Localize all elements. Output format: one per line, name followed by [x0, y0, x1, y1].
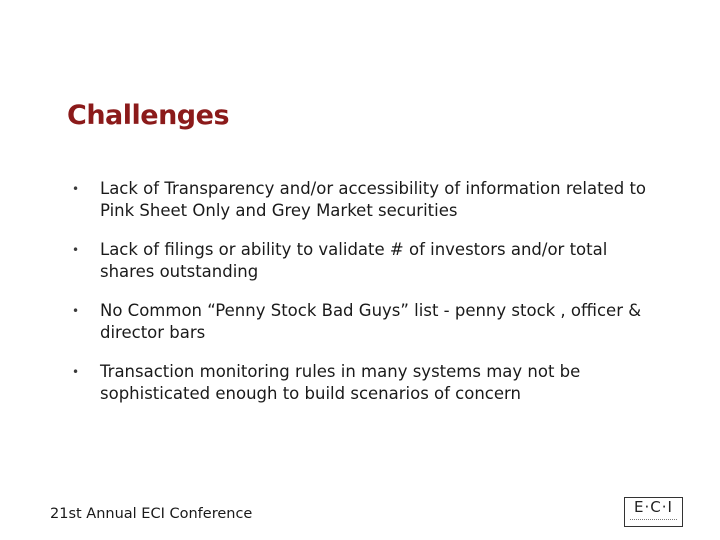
bullet-text: Lack of filings or ability to validate # of investors and/or total shares outstanding [100, 240, 608, 281]
footer-conference-name: 21st Annual ECI Conference [50, 506, 253, 522]
bullet-marker: • [72, 365, 80, 379]
logo-letters: E·C·I [634, 498, 673, 516]
bullet-list [72, 178, 662, 422]
bullet-item [72, 239, 662, 283]
eci-logo [624, 497, 683, 527]
bullet-marker: • [72, 243, 80, 257]
bullet-text: No Common “Penny Stock Bad Guys” list - penny stock , officer & director bars [100, 301, 642, 342]
bullet-marker: • [72, 304, 80, 318]
bullet-item [72, 178, 662, 222]
logo-tagline-mark [630, 519, 677, 523]
slide-title: Challenges [67, 100, 230, 131]
bullet-text: Lack of Transparency and/or accessibility of information related to Pink Sheet Only and Grey Market securities [100, 179, 647, 220]
bullet-item [72, 300, 662, 344]
bullet-text: Transaction monitoring rules in many systems may not be sophisticated enough to build scenarios of concern [100, 362, 581, 403]
bullet-marker: • [72, 182, 80, 196]
bullet-item [72, 361, 662, 405]
